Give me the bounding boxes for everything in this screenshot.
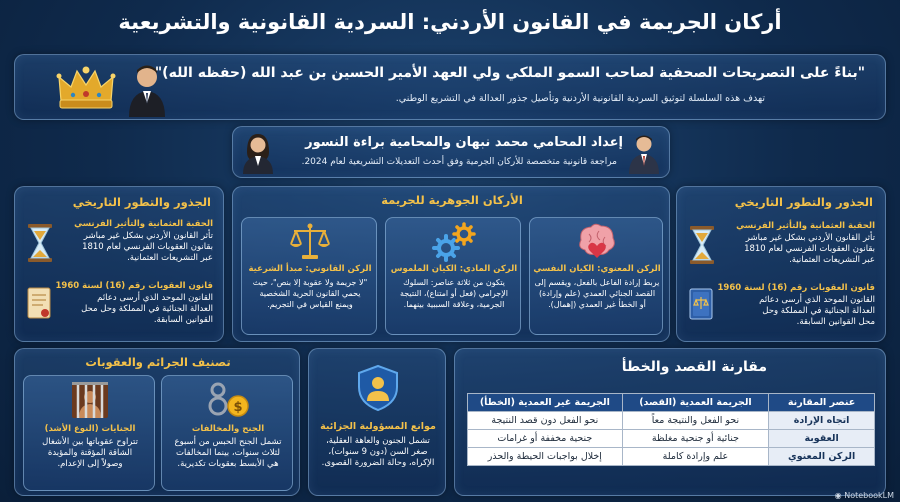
svg-text:$: $ xyxy=(233,400,243,415)
roots-item1-line1: تأثر القانون الأردني بشكل غير مباشر xyxy=(83,231,213,241)
roots-item2-line2: العدالة الجنائية في المملكة وحل xyxy=(762,306,875,316)
scales-of-justice-icon xyxy=(288,222,332,262)
misdemeanors-line1: تشمل الجنح الحبس من أسبوع xyxy=(174,437,282,447)
roots-panel-left xyxy=(14,186,224,342)
table-cell: الركن المعنوي xyxy=(769,448,875,466)
moral-element-title: الركن المعنوي: الكيان النفسي xyxy=(533,264,661,274)
roots-item1-line3: عبر التشريعات العثمانية. xyxy=(789,255,875,265)
roots-item2-line3: محل القوانين السابقة. xyxy=(796,317,875,327)
banner-quote: "بناءً على التصريحات الصحفية لصاحب السمو الملكي ولي العهد الأمير الحسين بن عبد الله (حفظه الله)" xyxy=(154,65,865,81)
liability-line2: صغر السن (دون 9 سنوات)، xyxy=(328,447,428,457)
roots-item1-line3: عبر التشريعات العثمانية. xyxy=(127,253,213,263)
crown-icon xyxy=(55,63,117,113)
roots-item2-line2: العدالة الجنائية في المملكة وحل محل xyxy=(81,304,213,314)
material-element-card xyxy=(385,217,521,335)
liability-title: موانع المسؤولية الجزائية xyxy=(320,421,436,432)
classification-panel xyxy=(14,348,300,496)
law-book-icon xyxy=(687,287,717,321)
roots-heading: الجذور والتطور التاريخي xyxy=(734,195,873,209)
roots-panel-right xyxy=(676,186,886,342)
roots-item1-title: الحقبة العثمانية والتأثير الفرنسي xyxy=(736,221,875,231)
scroll-document-icon xyxy=(25,285,55,321)
table-cell: نحو الفعل والنتيجة معاً xyxy=(622,412,769,430)
table-cell: نحو الفعل دون قصد النتيجة xyxy=(468,412,623,430)
notebooklm-logo-icon: ◉ xyxy=(834,491,842,500)
authors-subtitle: مراجعة قانونية متخصصة للأركان الجرمية وفق أحدث التعديلات التشريعية لعام 2024. xyxy=(301,157,617,167)
roots-item2-title: قانون العقوبات رقم (16) لسنة 1960 xyxy=(717,283,875,293)
roots-item2-line1: القانون الموحد الذي أرسى دعائم xyxy=(759,295,875,305)
legal-element-line3: ويمنع القياس في التجريم. xyxy=(267,300,353,309)
material-element-title: الركن المادي: الكيان الملموس xyxy=(390,264,518,274)
legal-element-line2: يحمي القانون الحرية الشخصية xyxy=(259,289,361,298)
table-row xyxy=(468,430,875,448)
watermark-text: NotebookLM xyxy=(844,491,894,500)
comparison-heading: مقارنة القصد والخطأ xyxy=(621,359,767,375)
header-unintentional: الجريمة غير العمدية (الخطأ) xyxy=(468,394,623,412)
banner-panel xyxy=(14,54,886,120)
table-row xyxy=(468,448,875,466)
gears-icon xyxy=(432,222,476,262)
misdemeanors-line3: هي الأبسط بعقوبات تكديرية. xyxy=(177,459,279,469)
hourglass-icon xyxy=(689,225,715,265)
watermark xyxy=(835,491,894,500)
legal-element-card xyxy=(241,217,377,335)
moral-element-line3: أو الخطأ غير العمدي (إهمال). xyxy=(548,300,646,309)
roots-item1-line1: تأثر القانون الأردني بشكل غير مباشر xyxy=(745,233,875,243)
roots-item1-line2: بقانون العقوبات الفرنسي لعام 1810 xyxy=(744,244,875,254)
table-cell: إخلال بواجبات الحيطة والحذر xyxy=(468,448,623,466)
felonies-line3: وصولاً إلى الإعدام. xyxy=(57,459,123,469)
table-cell: جنائية أو جنحية مغلظة xyxy=(622,430,769,448)
roots-heading: الجذور والتطور التاريخي xyxy=(72,195,211,209)
table-cell: العقوبة xyxy=(769,430,875,448)
liability-line3: الإكراه، وحالة الضرورة القصوى. xyxy=(321,458,435,468)
misdemeanors-line2: لثلاث سنوات، بينما المخالفات xyxy=(176,448,280,458)
shield-person-icon xyxy=(353,363,403,413)
misdemeanors-card xyxy=(161,375,293,491)
felonies-card xyxy=(23,375,155,491)
legal-element-title: الركن القانوني: مبدأ الشرعية xyxy=(248,264,372,274)
comparison-header-row xyxy=(468,394,875,412)
authors-panel xyxy=(232,126,670,178)
material-element-line2: الإجرامي (فعل أو امتناع)، النتيجة xyxy=(399,289,509,298)
material-element-line1: يتكون من ثلاثة عناصر: السلوك xyxy=(403,278,505,287)
handcuffs-fine-icon xyxy=(206,380,250,420)
roots-item2-line3: القوانين السابقة. xyxy=(153,315,213,325)
felonies-title: الجنايات (النوع الأشد) xyxy=(44,424,136,434)
roots-item1-title: الحقبة العثمانية والتأثير الفرنسي xyxy=(74,219,213,229)
brain-heart-icon xyxy=(575,222,619,260)
misdemeanors-title: الجنح والمخالفات xyxy=(191,424,265,434)
elements-heading: الأركان الجوهرية للجريمة xyxy=(381,193,523,207)
material-element-line3: الجرمية، وعلاقة السببية بينهما. xyxy=(403,300,505,309)
felonies-line2: الشاقة المؤقتة والمؤبدة xyxy=(47,448,133,458)
liability-line1: تشمل الجنون والعاهة العقلية، xyxy=(326,436,430,446)
prison-bars-icon xyxy=(70,380,110,420)
moral-element-line1: يربط إرادة الفاعل بالفعل، ويقسم إلى xyxy=(534,278,660,287)
female-lawyer-icon xyxy=(241,132,275,174)
moral-element-line2: القصد الجنائي العمدي (علم وإرادة) xyxy=(538,289,656,298)
roots-item1-line2: بقانون العقوبات الفرنسي لعام 1810 xyxy=(82,242,213,252)
felonies-line1: تتراوح عقوباتها بين الأشغال xyxy=(42,437,138,447)
roots-item2-line1: القانون الموحد الذي أرسى دعائم xyxy=(97,293,213,303)
comparison-table xyxy=(467,393,875,466)
moral-element-card xyxy=(529,217,663,335)
comparison-panel xyxy=(454,348,886,496)
classification-heading: تصنيف الجرائم والعقوبات xyxy=(85,355,231,369)
male-lawyer-icon xyxy=(627,132,661,174)
elements-panel xyxy=(232,186,670,342)
roots-item2-title: قانون العقوبات رقم (16) لسنة 1960 xyxy=(55,281,213,291)
liability-panel xyxy=(308,348,446,496)
table-row xyxy=(468,412,875,430)
authors-title: إعداد المحامي محمد نبهان والمحامية براءة النسور xyxy=(305,135,623,150)
banner-subtitle: تهدف هذه السلسلة لتوثيق السردية القانونية الأردنية وتأصيل جذور العدالة في التشريع الوطني. xyxy=(395,93,765,104)
legal-element-line1: "لا جريمة ولا عقوبة إلا بنص"، حيث xyxy=(252,278,368,287)
header-criterion: عنصر المقارنة xyxy=(769,394,875,412)
table-cell: اتجاه الإرادة xyxy=(769,412,875,430)
comparison-table-wrap xyxy=(467,393,875,466)
table-cell: علم وإرادة كاملة xyxy=(622,448,769,466)
hourglass-icon xyxy=(27,223,53,263)
table-cell: جنحية مخففة أو غرامات xyxy=(468,430,623,448)
page-title: أركان الجريمة في القانون الأردني: السردية القانونية والتشريعية xyxy=(118,10,782,34)
header-intentional: الجريمة العمدية (القصد) xyxy=(622,394,769,412)
